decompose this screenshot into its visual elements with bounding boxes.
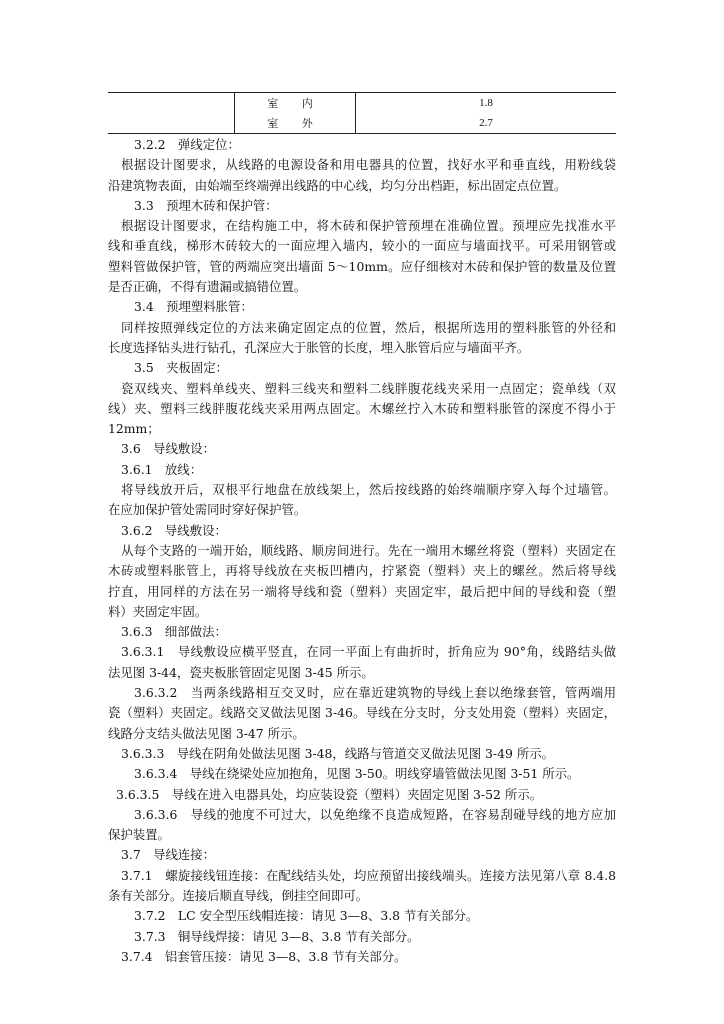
text-line: 瓷（塑料）夹固定。线路交叉做法见图 3-46。导线在分支时，分支处用瓷（塑料）夹固定， — [108, 705, 616, 721]
text-line: 3.7 导线连接： — [121, 847, 216, 863]
text-line: 线和垂直线，梯形木砖较大的一面应埋入墙内，较小的一面应与墙面找平。可采用钢管或 — [108, 238, 616, 254]
text-line: 12mm； — [108, 421, 160, 437]
text-line: 线路分支结头做法见图 3-47 所示。 — [108, 725, 305, 741]
text-line: 3.7.4 铝套管压接：请见 3—8、3.8 节有关部分。 — [121, 948, 407, 964]
text-line: 3.3 预埋木砖和保护管： — [134, 197, 278, 213]
text-line: 料）夹固定牢固。 — [108, 603, 208, 619]
text-line: 将导线放开后，双根平行地盘在放线架上，然后按线路的始终端顺序穿入每个过墙管。 — [121, 482, 616, 498]
text-line: 3.6.3.5 导线在进入电器具处，均应装设瓷（塑料）夹固定见图 3-52 所示。 — [116, 786, 542, 802]
text-line: 3.6.3.4 导线在绕梁处应加抱角，见图 3-50。明线穿墙管做法见图 3-51 所示。 — [134, 766, 580, 782]
text-line: 法见图 3-44，瓷夹板胀管固定见图 3-45 所示。 — [108, 664, 374, 680]
text-line: 3.6.3.2 当两条线路相互交叉时，应在靠近建筑物的导线上套以绝缘套管，管两端用 — [134, 685, 616, 701]
text-line: 3.6.3.1 导线敷设应横平竖直，在同一平面上有曲折时，折角应为 90°角，线路结头做 — [121, 644, 616, 660]
text-line: 同样按照弹线定位的方法来确定固定点的位置，然后，根据所选用的塑料胀管的外径和 — [121, 319, 616, 335]
text-line: 3.6.3 细部做法： — [121, 624, 227, 640]
text-line: 从每个支路的一端开始，顺线路、顺房间进行。先在一端用木螺丝将瓷（塑料）夹固定在 — [121, 542, 616, 558]
text-line: 长度选择钻头进行钻孔，孔深应大于胀管的长度，埋入胀管后应与墙面平齐。 — [108, 339, 530, 355]
text-line: 线）夹、塑料三线胖腹花线夹采用两点固定。木螺丝拧入木砖和塑料胀管的深度不得小于 — [108, 400, 616, 416]
text-line: 3.7.3 铜导线焊接：请见 3—8、3.8 节有关部分。 — [134, 928, 420, 944]
text-line: 3.6.3.6 导线的弛度不可过大，以免绝缘不良造成短路，在容易刮碰导线的地方应加 — [134, 806, 616, 822]
text-line: 沿建筑物表面，由始端至终端弹出线路的中心线，均匀分出档距，标出固定点位置。 — [108, 177, 567, 193]
table-cell-label: 室 外 — [235, 113, 356, 134]
text-line: 拧直，用同样的方法在另一端将导线和瓷（塑料）夹固定牢，最后把中间的导线和瓷（塑 — [108, 583, 616, 599]
text-line: 3.6.3.3 导线在阴角处做法见图 3-48，线路与管道交叉做法见图 3-49 所示。 — [121, 745, 554, 761]
text-line: 是否正确，不得有遗漏或搞错位置。 — [108, 279, 307, 295]
text-line: 3.6.1 放线： — [121, 461, 203, 477]
table-cell-label: 室 内 — [235, 93, 356, 114]
spacing-table — [108, 92, 616, 134]
text-line: 保护装置。 — [108, 827, 170, 843]
text-line: 在应加保护管处需同时穿好保护管。 — [108, 502, 307, 518]
text-line: 塑料管做保护管，管的两端应突出墙面 5～10mm。应仔细核对木砖和保护管的数量及位置 — [108, 258, 616, 274]
text-line: 根据设计图要求，在结构施工中，将木砖和保护管预埋在准确位置。预埋应先找准水平 — [121, 218, 616, 234]
text-line: 3.6.2 导线敷设： — [121, 522, 227, 538]
body-text — [108, 135, 616, 967]
text-line: 3.7.2 LC 安全型压线帽连接：请见 3—8、3.8 节有关部分。 — [134, 908, 479, 924]
table-row — [108, 93, 616, 114]
table-cell-value: 1.8 — [356, 93, 617, 114]
text-line: 3.4 预埋塑料胀管： — [134, 299, 253, 315]
text-line: 3.2.2 弹线定位： — [134, 137, 240, 152]
text-line: 3.7.1 螺旋接线钮连接：在配线结头处，均应预留出接线端头。连接方法见第八章 8.4.8 — [121, 867, 616, 883]
text-line: 木砖或塑料胀管上，再将导线放在夹板凹槽内，拧紧瓷（塑料）夹上的螺丝。然后将导线 — [108, 563, 616, 579]
text-line: 瓷双线夹、塑料单线夹、塑料三线夹和塑料二线胖腹花线夹采用一点固定；瓷单线（双 — [121, 380, 616, 396]
table-row — [108, 113, 616, 134]
table-cell-value: 2.7 — [356, 113, 617, 134]
text-line: 3.5 夹板固定： — [134, 360, 229, 376]
text-line: 3.6 导线敷设： — [121, 441, 216, 457]
text-line: 条有关部分。连接后顺直导线，倒挂空间即可。 — [108, 887, 369, 903]
text-line: 根据设计图要求，从线路的电源设备和用电器具的位置，找好水平和垂直线，用粉线袋 — [121, 157, 616, 173]
